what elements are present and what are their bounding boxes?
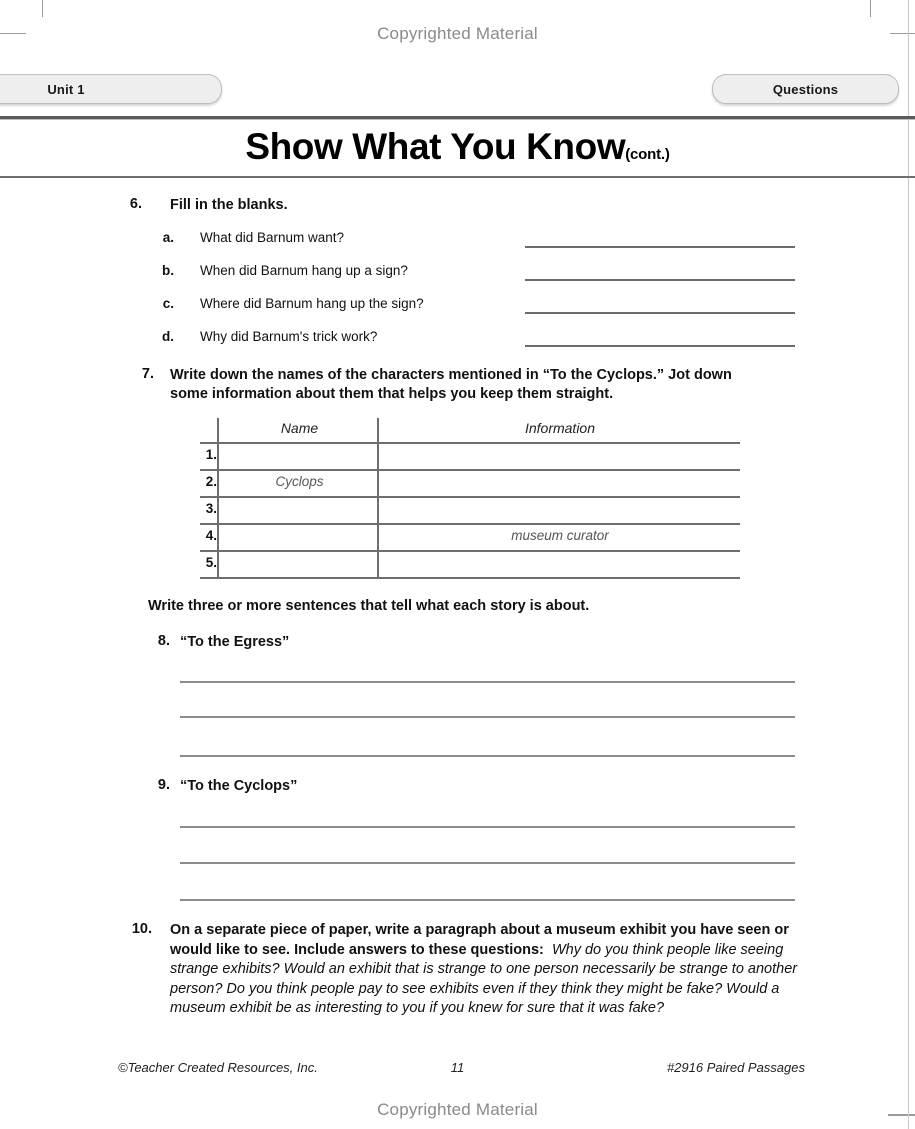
- question-10-body: [170, 921, 806, 1019]
- character-table-vline-mid: [377, 418, 379, 579]
- question-8-write-line-3[interactable]: [180, 755, 795, 757]
- page-title-main: Show What You Know: [245, 126, 626, 167]
- question-8-write-line-1[interactable]: [180, 681, 795, 683]
- footer-publisher: ©Teacher Created Resources, Inc.: [118, 1060, 318, 1075]
- page-edge-border: [908, 0, 909, 1129]
- character-table-row-4-info[interactable]: museum curator: [511, 528, 609, 543]
- tab-questions[interactable]: [712, 74, 899, 104]
- question-6d-text: Why did Barnum's trick work?: [200, 329, 378, 344]
- question-9-number: 9.: [157, 777, 170, 793]
- table-row[interactable]: [200, 469, 740, 496]
- tab-unit-1-label: Unit 1: [47, 81, 85, 97]
- character-table-header-name: Name: [280, 420, 319, 436]
- question-6d-letter: d.: [162, 329, 174, 344]
- question-6a-answer-line[interactable]: [525, 246, 795, 248]
- question-8-number: 8.: [157, 633, 170, 649]
- question-7-prompt-line2: some information about them that helps you keep them straight.: [170, 386, 614, 402]
- question-6b-letter: b.: [162, 263, 174, 278]
- question-9-text: “To the Cyclops”: [180, 778, 298, 794]
- table-row[interactable]: [200, 550, 740, 577]
- character-table-row-3-number: 3.: [205, 501, 217, 516]
- copyright-watermark-bottom: Copyrighted Material: [377, 1100, 538, 1119]
- question-6c-answer-line[interactable]: [525, 312, 795, 314]
- table-row[interactable]: [200, 523, 740, 550]
- question-9-write-line-2[interactable]: [180, 862, 795, 864]
- question-6a-text: What did Barnum want?: [200, 230, 345, 245]
- writing-instruction: Write three or more sentences that tell what each story is about.: [148, 598, 590, 614]
- question-9-write-line-3[interactable]: [180, 899, 795, 901]
- question-6b-text: When did Barnum hang up a sign?: [200, 263, 408, 278]
- question-6-number: 6.: [129, 196, 142, 212]
- title-rule-top: [0, 116, 915, 119]
- copyright-watermark-top: Copyrighted Material: [377, 24, 538, 43]
- character-table-header: [200, 418, 740, 442]
- question-6b-answer-line[interactable]: [525, 279, 795, 281]
- character-table-vline-left: [217, 418, 219, 579]
- question-10-bold-text: On a separate piece of paper, write a paragraph about a museum exhibit you have seen or would like to see. Include answers to these questions:: [170, 922, 789, 958]
- character-table-row-2-number: 2.: [205, 474, 217, 489]
- question-10-italic-text: Why do you think people like seeing strange exhibits? Would an exhibit that is strange to one person necessarily be strange to another person? Do you think people pay to see exhibits even if they think they might be fake? Would a museum exhibit be as interesting to you if you knew for sure that it was fake?: [170, 941, 798, 1016]
- tab-unit-1[interactable]: [0, 74, 222, 104]
- tab-questions-label: Questions: [772, 81, 839, 97]
- crop-mark-top-right-vertical: [870, 0, 871, 17]
- character-table-hline-5: [200, 577, 740, 579]
- question-7-number: 7.: [141, 366, 154, 382]
- character-table-row-5-number: 5.: [205, 555, 217, 570]
- question-6d-answer-line[interactable]: [525, 345, 795, 347]
- page-title: [0, 126, 915, 168]
- question-10-number: 10.: [131, 921, 152, 937]
- title-rule-bottom: [0, 176, 915, 178]
- crop-mark-top-left-vertical: [42, 0, 43, 17]
- character-table-row-1-number: 1.: [205, 447, 217, 462]
- footer-page-number: 11: [450, 1060, 465, 1075]
- character-table-row-2-name[interactable]: Cyclops: [275, 474, 324, 489]
- character-table: [200, 418, 740, 577]
- page-footer: [0, 1060, 915, 1078]
- question-6-prompt: Fill in the blanks.: [170, 197, 288, 213]
- table-row[interactable]: [200, 442, 740, 469]
- footer-product-code: #2916 Paired Passages: [666, 1060, 805, 1075]
- question-7-prompt-line1: Write down the names of the characters mentioned in “To the Cyclops.” Jot down: [170, 367, 732, 383]
- table-row[interactable]: [200, 496, 740, 523]
- character-table-row-4-number: 4.: [205, 528, 217, 543]
- character-table-header-information: Information: [524, 420, 596, 436]
- page-title-continued: (cont.): [625, 146, 670, 163]
- question-9-write-line-1[interactable]: [180, 826, 795, 828]
- question-6c-text: Where did Barnum hang up the sign?: [200, 296, 424, 311]
- question-8-text: “To the Egress”: [180, 634, 290, 650]
- question-6c-letter: c.: [162, 296, 174, 311]
- question-8-write-line-2[interactable]: [180, 716, 795, 718]
- question-6a-letter: a.: [162, 230, 174, 245]
